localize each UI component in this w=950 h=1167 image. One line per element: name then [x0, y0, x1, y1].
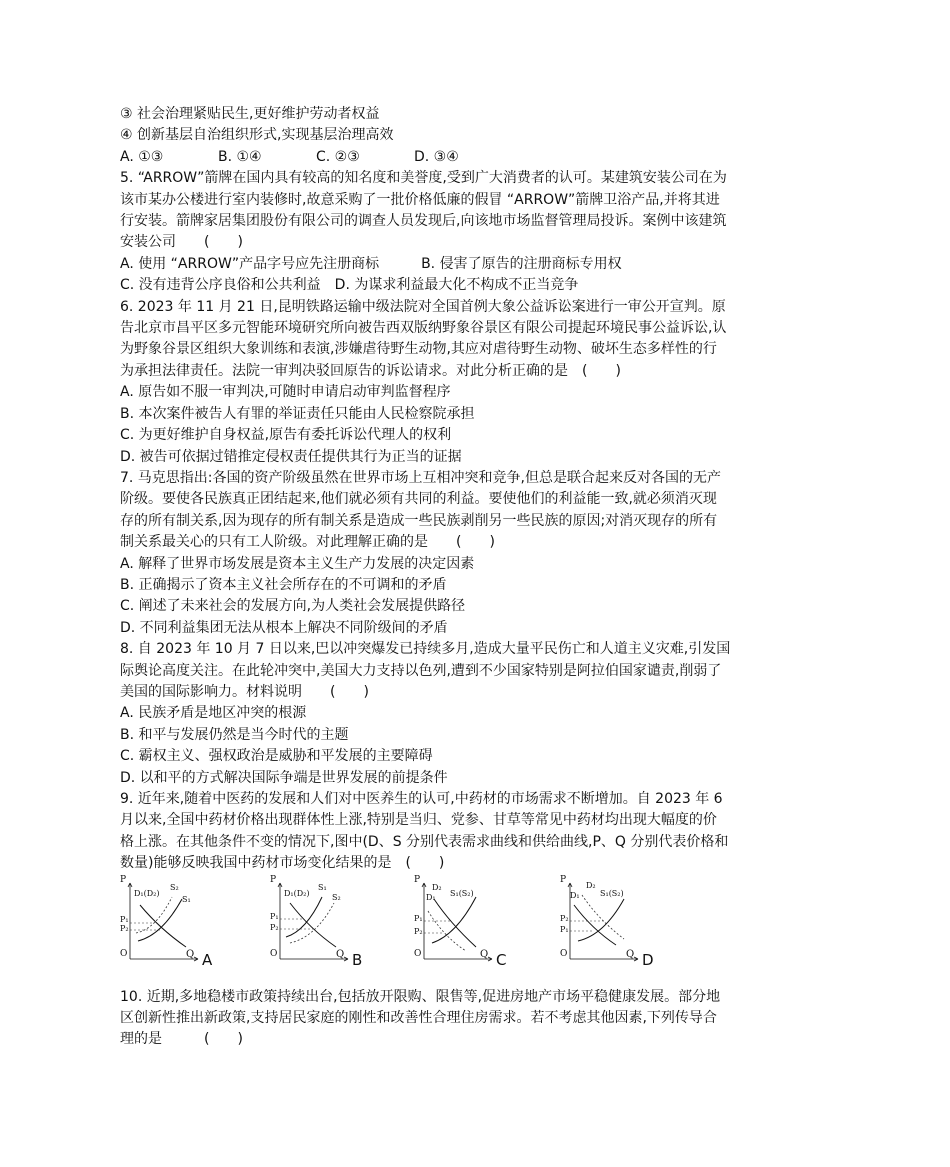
q7-stem-line: 阶级。要使各民族真正团结起来,他们就必须有共同的利益。要使他们的利益能一致,就必须消灭现	[120, 491, 717, 508]
q7-stem-line: 存的所有制关系,因为现存的所有制关系是造成一些民族剥削另一些民族的原因;对消灭现存的所有	[120, 512, 718, 529]
q7-option-c: C. 阐述了未来社会的发展方向,为人类社会发展提供路径	[120, 598, 466, 615]
q5-option-line: C. 没有违背公序良俗和公共利益 D. 为谋求利益最大化不构成不正当竞争	[120, 277, 579, 294]
q8-option-d: D. 以和平的方式解决国际争端是世界发展的前提条件	[120, 769, 448, 786]
graph-c-origin: O	[414, 948, 422, 959]
choice-d: D. ③④	[414, 148, 459, 165]
graph-b-q-axis: Q	[336, 948, 345, 960]
supply-demand-graphs	[120, 874, 832, 975]
q7-option-a: A. 解释了世界市场发展是资本主义生产力发展的决定因素	[120, 555, 475, 572]
graph-a-p1-label: P₁	[120, 914, 129, 924]
graph-c-p2-label: P₂	[414, 926, 423, 936]
q8-stem-line: 美国的国际影响力。材料说明 ( )	[120, 683, 369, 700]
graph-b-curve-label: S₁	[318, 882, 327, 892]
graph-c	[414, 874, 554, 975]
question-6	[120, 297, 832, 468]
graph-c-p-axis: P	[414, 874, 421, 885]
q5-option-line: A. 使用 “ARROW”产品字号应先注册商标 B. 侵害了原告的注册商标专用权	[120, 255, 622, 272]
graph-c-curve-label: S₁(S₂)	[450, 888, 474, 898]
q10-stem-line: 10. 近期,多地稳楼市政策持续出台,包括放开限购、限售等,促进房地产市场平稳健康发展。部分地	[120, 988, 721, 1005]
q6-option-a: A. 原告如不服一审判决,可随时申请启动审判监督程序	[120, 384, 451, 401]
graph-c-curve-label: D₁	[426, 892, 436, 902]
q7-option-b: B. 正确揭示了资本主义社会所存在的不可调和的矛盾	[120, 576, 447, 593]
q7-stem-line: 制关系最关心的只有工人阶级。对此理解正确的是 ( )	[120, 534, 495, 551]
q8-option-b: B. 和平与发展仍然是当今时代的主题	[120, 726, 349, 743]
graph-a-curve-label: D₁(D₂)	[134, 888, 160, 898]
graph-d-label[interactable]: D	[642, 950, 654, 969]
graph-b-p1-label: P₁	[270, 911, 279, 921]
choice-a: A. ①③	[120, 148, 164, 165]
q8-option-c: C. 霸权主义、强权政治是威胁和平发展的主要障碍	[120, 748, 433, 765]
graph-b	[270, 874, 410, 975]
graph-d-curve-label: S₁(S₂)	[600, 888, 624, 898]
graph-b-p2-label: P₂	[270, 922, 279, 932]
prev-item-4: ④ 创新基层自治组织形式,实现基层治理高效	[120, 127, 394, 144]
q9-stem-line: 格上涨。在其他条件不变的情况下,图中(D、S 分别代表需求曲线和供给曲线,P、Q 分别代表价格和	[120, 833, 729, 850]
q6-stem-line: 告北京市昌平区多元智能环境研究所向被告西双版纳野象谷景区有限公司提起环境民事公益诉讼,认	[120, 320, 727, 337]
graph-d	[560, 874, 700, 975]
graph-c-label[interactable]: C	[496, 950, 507, 969]
question-10	[120, 987, 832, 1051]
choice-c: C. ②③	[316, 148, 360, 165]
q6-stem-line: 为承担法律责任。法院一审判决驳回原告的诉讼请求。对此分析正确的是 ( )	[120, 362, 621, 379]
q8-stem-line: 8. 自 2023 年 10 月 7 日以来,巴以冲突爆发已持续多月,造成大量平民伤亡和人道主义灾难,引发国	[120, 641, 731, 658]
q6-option-b: B. 本次案件被告人有罪的举证责任只能由人民检察院承担	[120, 405, 475, 422]
q6-option-d: D. 被告可依据过错推定侵权责任提供其行为正当的证据	[120, 448, 462, 465]
graph-a-p2-label: P₂	[120, 923, 129, 933]
graph-b-p-axis: P	[270, 874, 277, 885]
q9-stem-line: 月以来,全国中药材价格出现群体性上涨,特别是当归、党参、甘草等常见中药材均出现大幅度的价	[120, 812, 717, 829]
question-5	[120, 168, 832, 296]
question-9	[120, 789, 832, 975]
graph-d-p-axis: P	[560, 874, 567, 885]
graph-d-p1-label: P₁	[560, 924, 569, 934]
graph-c-p1-label: P₁	[414, 913, 423, 923]
graph-b-label[interactable]: B	[352, 950, 363, 969]
question-8	[120, 639, 832, 789]
graph-a	[120, 874, 260, 975]
q10-stem-line: 理的是 ( )	[120, 1031, 243, 1048]
q5-stem-line: 行安装。箭牌家居集团股份有限公司的调查人员发现后,向该地市场监督管理局投诉。案例中该建筑	[120, 213, 727, 230]
graph-a-curve-label: S₁	[182, 894, 191, 904]
q6-stem-line: 6. 2023 年 11 月 21 日,昆明铁路运输中级法院对全国首例大象公益诉讼案进行一审公开宣判。原	[120, 298, 726, 315]
graph-d-origin: O	[560, 948, 568, 959]
graph-c-q-axis: Q	[480, 948, 489, 960]
q9-stem-line: 数量)能够反映我国中药材市场变化结果的是 ( )	[120, 855, 445, 872]
q5-stem-line: 该市某办公楼进行室内装修时,故意采购了一批价格低廉的假冒 “ARROW”箭牌卫浴产品,并将其进	[120, 191, 720, 208]
graph-a-curve-label: S₂	[170, 882, 179, 892]
q8-stem-line: 际舆论高度关注。在此轮冲突中,美国大力支持以色列,遭到不少国家特别是阿拉伯国家谴责,削弱了	[120, 662, 722, 679]
graph-a-p-axis: P	[120, 874, 127, 885]
q5-stem-line: 5. “ARROW”箭牌在国内具有较高的知名度和美誉度,受到广大消费者的认可。某建筑安装公司在为	[120, 170, 727, 187]
q6-option-c: C. 为更好维护自身权益,原告有委托诉讼代理人的权利	[120, 427, 452, 444]
question-page	[120, 104, 832, 1051]
q9-stem-line: 9. 近年来,随着中医药的发展和人们对中医养生的认可,中药材的市场需求不断增加。自 2023 年 6	[120, 791, 723, 807]
graph-a-origin: O	[120, 948, 128, 959]
prev-item-3: ③ 社会治理紧贴民生,更好维护劳动者权益	[120, 106, 380, 122]
q6-stem-line: 为野象谷景区组织大象训练和表演,涉嫌虐待野生动物,其应对虐待野生动物、破坏生态多样性的行	[120, 341, 717, 358]
q7-option-d: D. 不同利益集团无法从根本上解决不同阶级间的矛盾	[120, 619, 448, 636]
graph-b-curve-label: S₂	[332, 892, 341, 902]
graph-b-curve-label: D₁(D₂)	[284, 888, 310, 898]
graph-d-curve-label: D₁	[570, 890, 580, 900]
q10-stem-line: 区创新性推出新政策,支持居民家庭的刚性和改善性合理住房需求。若不考虑其他因素,下列传导合	[120, 1010, 717, 1027]
choice-b: B. ①④	[218, 148, 262, 165]
graph-c-curve-label: D₂	[432, 882, 442, 892]
prev-choices	[120, 147, 832, 168]
graph-a-label[interactable]: A	[202, 950, 213, 969]
q8-option-a: A. 民族矛盾是地区冲突的根源	[120, 705, 307, 722]
graph-d-curve-label: D₂	[586, 880, 596, 890]
graph-b-origin: O	[270, 948, 278, 959]
graph-d-q-axis: Q	[626, 948, 635, 960]
graph-d-p2-label: P₂	[560, 913, 569, 923]
question-7	[120, 468, 832, 639]
q7-stem-line: 7. 马克思指出:各国的资产阶级虽然在世界市场上互相冲突和竞争,但总是联合起来反对各国的无产	[120, 469, 721, 486]
graph-a-q-axis: Q	[186, 948, 195, 960]
q5-stem-line: 安装公司 ( )	[120, 234, 243, 251]
